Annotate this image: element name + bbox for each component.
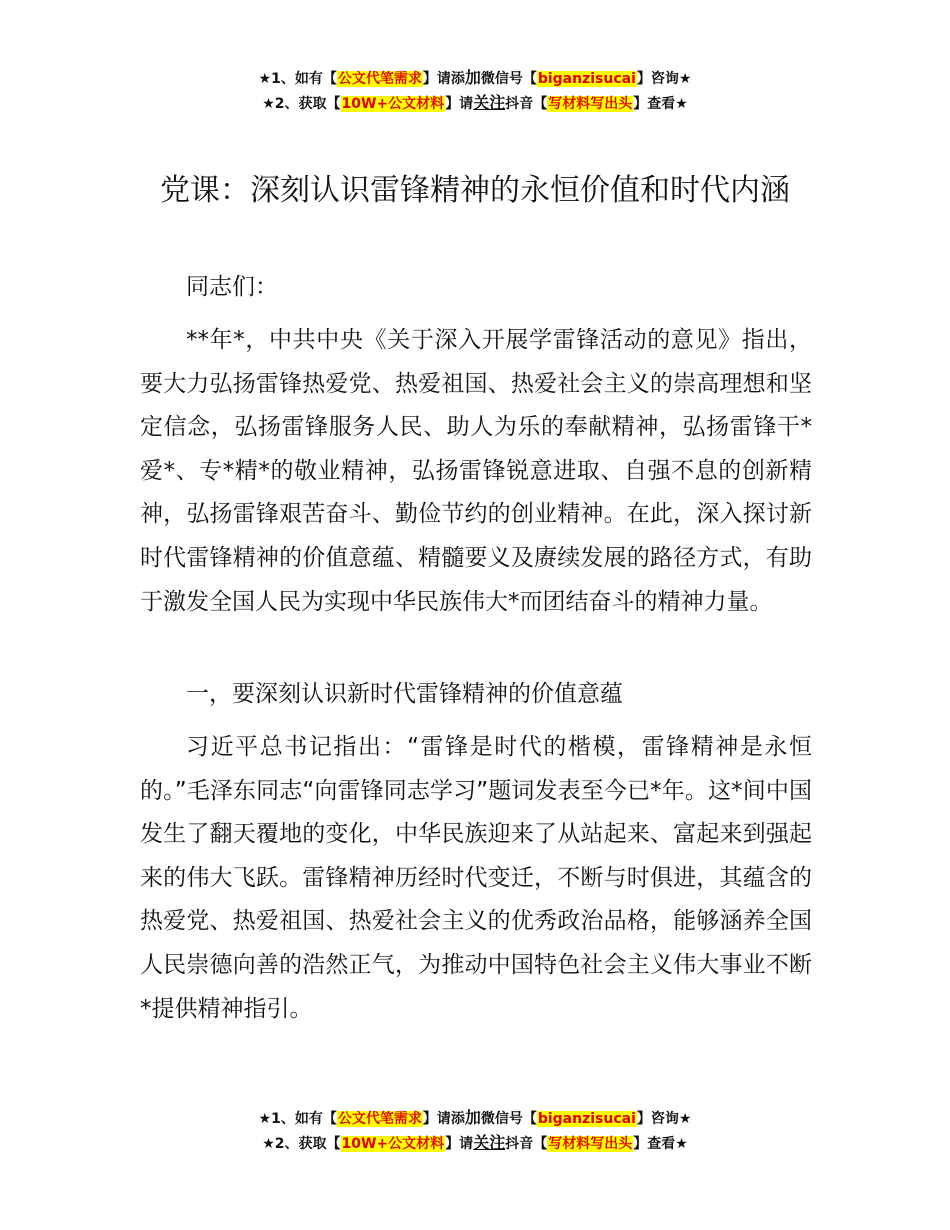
bottom-banner-line-2-mid: 】请 bbox=[445, 1136, 474, 1152]
bottom-banner-line-2 bbox=[0, 1131, 950, 1156]
banner-line-1-mid2: 微信号【 bbox=[480, 71, 537, 87]
paragraph-2-text: 习近平总书记指出：“雷锋是时代的楷模，雷锋精神是永恒的。”毛泽东同志“向雷锋同志学习”题词发表至今已*年。这*间中国发生了翻天覆地的变化，中华民族迎来了从站起来、富起来到强起来的伟大飞跃。雷锋精神历经时代变迁，不断与时俱进，其蕴含的热爱党、热爱祖国、热爱社会主义的优秀政治品格，能够涵养全国人民崇德向善的浩然正气，为推动中国特色社会主义伟大事业不断*提供精神指引。 bbox=[140, 734, 812, 1022]
bottom-banner-line-2-follow: 关注 bbox=[473, 1133, 506, 1152]
paragraph-1-text: **年*，中共中央《关于深入开展学雷锋活动的意见》指出，要大力弘扬雷锋热爱党、热爱祖国、热爱社会主义的崇高理想和坚定信念，弘扬雷锋服务人民、助人为乐的奉献精神，弘扬雷锋干*爱*、专*精*的敬业精神，弘扬雷锋锐意进取、自强不息的创新精神，弘扬雷锋艰苦奋斗、勤俭节约的创业精神。在此，深入探讨新时代雷锋精神的价值意蕴、精髓要义及赓续发展的路径方式，有助于激发全国人民为实现中华民族伟大*而团结奋斗的精神力量。 bbox=[140, 327, 812, 615]
banner-line-2-highlight-douyin: 写材料写出头 bbox=[548, 96, 633, 112]
banner-line-1-mid: 】请添 bbox=[422, 71, 465, 87]
banner-line-1-mid-big: 加 bbox=[464, 68, 481, 87]
banner-line-2-follow: 关注 bbox=[473, 93, 506, 112]
banner-line-1-prefix: ★1、如有【 bbox=[258, 71, 337, 87]
greeting bbox=[140, 266, 812, 310]
bottom-banner-line-1-prefix: ★1、如有【 bbox=[258, 1111, 337, 1127]
banner-line-1-highlight-wechat: biganzisucai bbox=[537, 71, 636, 87]
bottom-banner-line-2-highlight-materials: 10W+公文材料 bbox=[341, 1136, 445, 1152]
section-heading-1 bbox=[140, 673, 812, 717]
bottom-banner-line-1-mid-big: 加 bbox=[464, 1108, 481, 1127]
bottom-banner-line-1-highlight-wechat: biganzisucai bbox=[537, 1111, 636, 1127]
bottom-banner bbox=[0, 1106, 950, 1156]
bottom-banner-line-1-suffix: 】咨询★ bbox=[636, 1111, 692, 1127]
banner-line-2-mid: 】请 bbox=[445, 96, 474, 112]
bottom-banner-line-2-prefix: ★2、获取【 bbox=[262, 1136, 341, 1152]
bottom-banner-line-2-mid2: 抖音【 bbox=[505, 1136, 548, 1152]
banner-line-2-mid2: 抖音【 bbox=[505, 96, 548, 112]
bottom-banner-line-1-mid2: 微信号【 bbox=[480, 1111, 537, 1127]
bottom-banner-line-1 bbox=[0, 1106, 950, 1131]
bottom-banner-line-2-suffix: 】查看★ bbox=[633, 1136, 688, 1152]
greeting-text: 同志们： bbox=[186, 274, 278, 300]
section-heading-1-text: 一，要深刻认识新时代雷锋精神的价值意蕴 bbox=[186, 681, 623, 707]
paragraph-2 bbox=[140, 726, 812, 1031]
bottom-banner-line-2-highlight-douyin: 写材料写出头 bbox=[548, 1136, 633, 1152]
paragraph-1 bbox=[140, 319, 812, 624]
banner-line-2-prefix: ★2、获取【 bbox=[262, 96, 341, 112]
banner-line-1-suffix: 】咨询★ bbox=[636, 71, 692, 87]
banner-line-2-suffix: 】查看★ bbox=[633, 96, 688, 112]
banner-line-1-highlight-service: 公文代笔需求 bbox=[337, 71, 422, 87]
banner-line-2 bbox=[0, 91, 950, 116]
document-title: 党课：深刻认识雷锋精神的永恒价值和时代内涵 bbox=[160, 173, 790, 208]
bottom-banner-line-1-highlight-service: 公文代笔需求 bbox=[337, 1111, 422, 1127]
top-banner bbox=[0, 66, 950, 116]
banner-line-2-highlight-materials: 10W+公文材料 bbox=[341, 96, 445, 112]
bottom-banner-line-1-mid: 】请添 bbox=[422, 1111, 465, 1127]
banner-line-1 bbox=[0, 66, 950, 91]
